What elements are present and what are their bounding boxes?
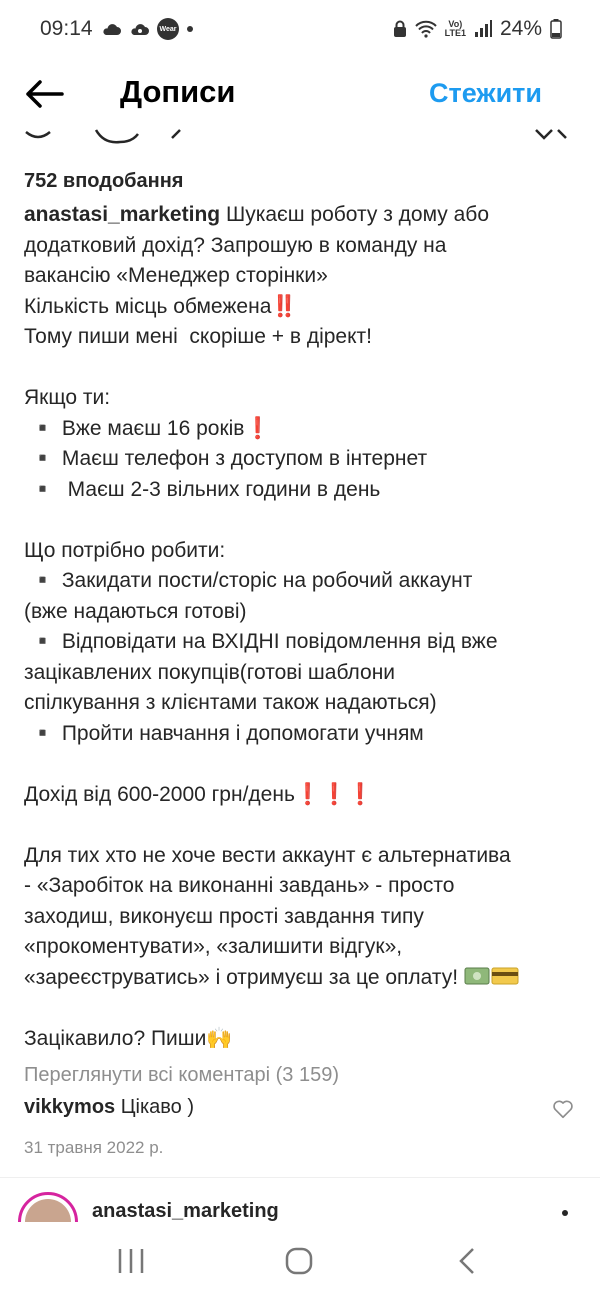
- comment-preview: [24, 1096, 576, 1126]
- divider: [0, 1177, 600, 1178]
- caption-line: ▪️ Вже маєш 16 років: [24, 416, 245, 440]
- comment-body: Цікаво ): [115, 1096, 195, 1118]
- back-button[interactable]: [24, 76, 68, 112]
- caption-line: Якщо ти:: [24, 386, 111, 409]
- caption-line: ▪️ Маєш телефон з доступом в інтернет: [24, 447, 428, 470]
- caption-line: ▪️ Закидати пости/сторіс на робочий аккаунт: [24, 569, 473, 592]
- volte-bottom-label: LTE1: [444, 28, 466, 38]
- caption-line: Тому пиши мені скоріше + в дірект!: [24, 325, 372, 348]
- share-icon-partial: [172, 130, 180, 138]
- avatar[interactable]: [18, 1192, 78, 1222]
- caption-line: спілкування з клієнтами також надаються): [24, 691, 437, 714]
- comment-text: [24, 1096, 194, 1118]
- caption-line: вакансію «Менеджер сторінки»: [24, 264, 328, 287]
- page-title: Дописи: [120, 74, 236, 109]
- recents-icon: [116, 1247, 146, 1275]
- signal-icon: [474, 20, 492, 38]
- post-caption: [24, 200, 584, 1054]
- next-post-username[interactable]: anastasi_marketing: [92, 1200, 279, 1222]
- money-icon: [464, 965, 520, 987]
- caption-line: ▪️ Пройти навчання і допомогати учням: [24, 721, 424, 745]
- caption-line: «прокоментувати», «залишити відгук»,: [24, 935, 403, 958]
- post-action-icons: [0, 128, 600, 148]
- caption-line: «зареєструватись» і отримуєш за це оплату!: [24, 965, 459, 989]
- wifi-icon: [415, 20, 437, 38]
- volte-icon: [445, 20, 466, 38]
- post-details: [24, 168, 584, 1054]
- caption-line: (вже надаються готові): [24, 599, 247, 623]
- status-bar: [0, 0, 600, 60]
- battery-percent: 24%: [499, 17, 542, 40]
- raised-hands-emoji: 🙌: [206, 1026, 233, 1050]
- caption-line: ▪️ Відповідати на ВХІДНІ повідомлення від вже: [24, 630, 498, 653]
- view-all-comments-link[interactable]: Переглянути всі коментарі (3 159): [24, 1064, 339, 1086]
- caption-line: додатковий дохід? Запрошую в команду на: [24, 233, 447, 257]
- caption-username[interactable]: anastasi_marketing: [24, 203, 221, 226]
- recents-button[interactable]: [114, 1244, 148, 1278]
- exclamation-emojis: ❗❗❗: [294, 782, 374, 806]
- nav-back-button[interactable]: [450, 1244, 484, 1278]
- avatar-image: [25, 1199, 71, 1222]
- exclamation-emoji: ❗: [244, 416, 271, 440]
- likes-count[interactable]: 752 вподобання: [24, 170, 184, 192]
- comment-username[interactable]: vikkymos: [24, 1096, 116, 1118]
- heart-outline-icon[interactable]: [552, 1098, 574, 1120]
- notification-icons: [101, 18, 193, 40]
- next-post-header: [0, 1190, 600, 1222]
- cloud-sync-icon: [129, 22, 149, 36]
- post-date: 31 травня 2022 р.: [24, 1138, 164, 1157]
- status-time: 09:14: [40, 17, 93, 40]
- follow-button[interactable]: Стежити: [429, 78, 542, 108]
- like-icon-partial: [26, 132, 50, 137]
- more-notifications-dot: [187, 26, 193, 32]
- caption-line: зацікавлених покупців(готові шаблони: [24, 660, 396, 684]
- system-nav-bar: [0, 1222, 600, 1299]
- caption-line: - «Заробіток на виконанні завдань» - просто: [24, 874, 455, 897]
- top-app-bar: [0, 60, 600, 128]
- arrow-left-icon: [24, 79, 64, 109]
- cloud-icon: [101, 22, 121, 36]
- caption-line: Шукаєш роботу з дому або: [220, 203, 489, 226]
- home-button[interactable]: [282, 1244, 316, 1278]
- system-icons: [393, 17, 562, 41]
- more-options-icon[interactable]: [562, 1210, 568, 1216]
- wear-icon: Wear: [157, 18, 179, 40]
- volte-top-label: Vo): [448, 19, 463, 29]
- caption-line: Кількість місць обмежена: [24, 294, 272, 318]
- save-icon-partial: [536, 130, 566, 138]
- battery-icon: [550, 19, 562, 39]
- caption-line: заходиш, виконуєш прості завдання типу: [24, 904, 424, 928]
- lock-icon: [393, 20, 407, 38]
- chevron-left-icon: [456, 1246, 478, 1276]
- caption-line: Що потрібно робити:: [24, 538, 226, 562]
- caption-line: Для тих хто не хоче вести аккаунт є альтернатива: [24, 843, 511, 867]
- home-icon: [284, 1246, 314, 1276]
- caption-line: Дохід від 600-2000 грн/день: [24, 782, 295, 806]
- double-exclamation-emoji: ‼️: [271, 294, 298, 318]
- caption-line: Зацікавило? Пиши: [24, 1026, 207, 1050]
- comment-icon-partial: [96, 130, 138, 142]
- caption-line: ▪️ Маєш 2-3 вільних години в день: [24, 477, 381, 501]
